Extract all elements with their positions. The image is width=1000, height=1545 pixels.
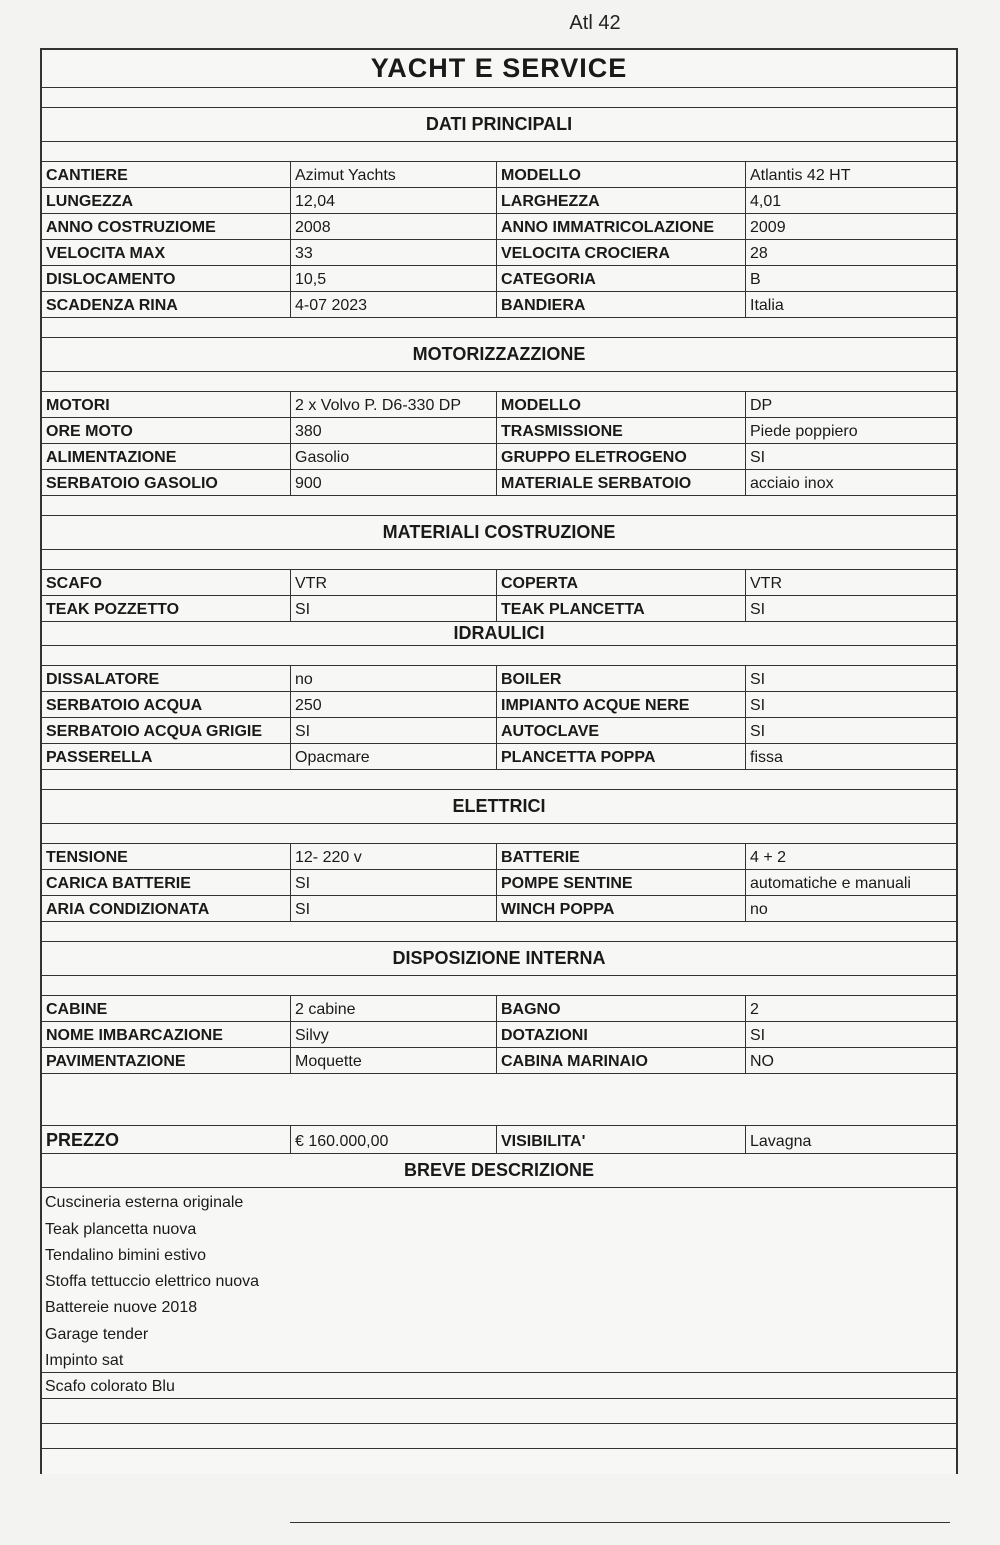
spec-label: SCADENZA RINA xyxy=(42,292,291,317)
spacer-row xyxy=(42,550,956,570)
spec-value: SI xyxy=(291,718,497,743)
spec-label: COPERTA xyxy=(497,570,746,595)
spec-value: 4-07 2023 xyxy=(291,292,497,317)
spec-value: Moquette xyxy=(291,1048,497,1073)
spec-row xyxy=(42,744,956,770)
spec-value: 4,01 xyxy=(750,193,782,210)
spec-value: 12- 220 v xyxy=(291,844,497,869)
spec-label: TENSIONE xyxy=(42,844,291,869)
spec-row xyxy=(42,444,956,470)
rows-elettrici xyxy=(42,844,956,922)
spec-value: 12,04 xyxy=(291,188,497,213)
spec-row xyxy=(42,162,956,188)
spec-value: fissa xyxy=(750,749,783,766)
document-title: YACHT E SERVICE xyxy=(370,53,628,83)
page-code: Atl 42 xyxy=(569,12,621,34)
spec-label: IMPIANTO ACQUE NERE xyxy=(497,692,746,717)
spec-value: SI xyxy=(750,697,766,714)
spec-value: automatiche e manuali xyxy=(750,875,911,892)
spec-label: PLANCETTA POPPA xyxy=(497,744,746,769)
price-label: PREZZO xyxy=(42,1126,291,1153)
spacer-row xyxy=(42,922,956,942)
spec-row xyxy=(42,870,956,896)
spacer-row xyxy=(42,372,956,392)
spec-value: Italia xyxy=(750,297,784,314)
spec-row xyxy=(42,718,956,744)
section-heading-dati-principali xyxy=(42,108,956,142)
spec-label: AUTOCLAVE xyxy=(497,718,746,743)
spec-row xyxy=(42,392,956,418)
spec-label: SERBATOIO GASOLIO xyxy=(42,470,291,495)
spec-label: TEAK POZZETTO xyxy=(42,596,291,621)
spec-value: 380 xyxy=(291,418,497,443)
spec-value: 28 xyxy=(750,245,768,262)
spec-row xyxy=(42,570,956,596)
rows-disposizione xyxy=(42,996,956,1074)
spec-value: Azimut Yachts xyxy=(291,162,497,187)
spec-label: DISSALATORE xyxy=(42,666,291,691)
spec-row xyxy=(42,418,956,444)
spec-label: ORE MOTO xyxy=(42,418,291,443)
signature-line xyxy=(290,1522,950,1523)
spec-label: SCAFO xyxy=(42,570,291,595)
spec-label: MOTORI xyxy=(42,392,291,417)
spec-label: MATERIALE SERBATOIO xyxy=(497,470,746,495)
spacer-row xyxy=(42,770,956,790)
section-heading-disposizione xyxy=(42,942,956,976)
spec-row xyxy=(42,188,956,214)
spacer-row xyxy=(42,88,956,108)
spacer-row xyxy=(42,318,956,338)
spec-row xyxy=(42,666,956,692)
spec-label: CANTIERE xyxy=(42,162,291,187)
spec-value: 4 + 2 xyxy=(750,849,787,866)
blank-line xyxy=(42,1449,956,1474)
spec-label: VELOCITA MAX xyxy=(42,240,291,265)
spec-label: CARICA BATTERIE xyxy=(42,870,291,895)
yacht-spec-sheet xyxy=(40,48,958,1474)
spec-label: PASSERELLA xyxy=(42,744,291,769)
spec-label: TEAK PLANCETTA xyxy=(497,596,746,621)
spec-label: LUNGEZZA xyxy=(42,188,291,213)
description-line: Teak plancetta nuova xyxy=(45,1220,197,1238)
rows-motorizzazione xyxy=(42,392,956,496)
price-row xyxy=(42,1126,956,1154)
section-heading-idraulici xyxy=(42,622,956,646)
spec-value: SI xyxy=(291,870,497,895)
spec-row xyxy=(42,240,956,266)
spec-label: BOILER xyxy=(497,666,746,691)
spec-label: LARGHEZZA xyxy=(497,188,746,213)
spec-value: 2 cabine xyxy=(291,996,497,1021)
description-line: Cuscineria esterna originale xyxy=(45,1194,244,1212)
spec-value: 900 xyxy=(291,470,497,495)
spec-label: POMPE SENTINE xyxy=(497,870,746,895)
spec-value: VTR xyxy=(750,575,782,592)
spec-label: CABINE xyxy=(42,996,291,1021)
rows-dati-principali xyxy=(42,162,956,318)
description-line: Stoffa tettuccio elettrico nuova xyxy=(45,1273,260,1291)
spec-label: ARIA CONDIZIONATA xyxy=(42,896,291,921)
section-heading-descrizione xyxy=(42,1154,956,1188)
section-title: BREVE DESCRIZIONE xyxy=(403,1160,595,1180)
spec-label: GRUPPO ELETROGENO xyxy=(497,444,746,469)
spacer-row xyxy=(42,496,956,516)
rows-idraulici xyxy=(42,666,956,770)
spec-label: ANNO IMMATRICOLAZIONE xyxy=(497,214,746,239)
spec-value: Silvy xyxy=(291,1022,497,1047)
spec-value: 250 xyxy=(291,692,497,717)
spec-value: 2009 xyxy=(750,219,786,236)
spec-label: ANNO COSTRUZIOME xyxy=(42,214,291,239)
spec-row xyxy=(42,596,956,622)
visibility-label: VISIBILITA' xyxy=(497,1126,746,1153)
spec-value: SI xyxy=(750,449,766,466)
spec-label: SERBATOIO ACQUA GRIGIE xyxy=(42,718,291,743)
spacer-row xyxy=(42,646,956,666)
spacer-row xyxy=(42,976,956,996)
spec-value: SI xyxy=(750,671,766,688)
spec-value: NO xyxy=(750,1053,774,1070)
title-row xyxy=(42,50,956,88)
spec-label: WINCH POPPA xyxy=(497,896,746,921)
spec-row xyxy=(42,1022,956,1048)
price-value: € 160.000,00 xyxy=(291,1126,497,1153)
spec-value: SI xyxy=(750,723,766,740)
spec-value: no xyxy=(750,901,768,918)
spacer-row xyxy=(42,1074,956,1126)
spacer-row xyxy=(42,824,956,844)
spec-value: DP xyxy=(750,397,773,414)
spec-label: TRASMISSIONE xyxy=(497,418,746,443)
description-line: Battereie nuove 2018 xyxy=(45,1299,198,1317)
spec-label: MODELLO xyxy=(497,162,746,187)
visibility-value: Lavagna xyxy=(750,1133,812,1150)
spec-label: DISLOCAMENTO xyxy=(42,266,291,291)
spec-row xyxy=(42,266,956,292)
spec-label: BAGNO xyxy=(497,996,746,1021)
spec-label: MODELLO xyxy=(497,392,746,417)
spec-row xyxy=(42,896,956,922)
description-line: Garage tender xyxy=(45,1325,149,1343)
blank-line xyxy=(42,1424,956,1449)
spec-value: Atlantis 42 HT xyxy=(750,167,851,184)
description-line: Scafo colorato Blu xyxy=(42,1373,956,1399)
spec-value: 10,5 xyxy=(291,266,497,291)
spec-label: SERBATOIO ACQUA xyxy=(42,692,291,717)
spec-row xyxy=(42,470,956,496)
spec-label: DOTAZIONI xyxy=(497,1022,746,1047)
section-title: IDRAULICI xyxy=(453,623,545,643)
spec-row xyxy=(42,1048,956,1074)
spec-label: CABINA MARINAIO xyxy=(497,1048,746,1073)
spec-value: 2 xyxy=(750,1001,759,1018)
section-heading-materiali xyxy=(42,516,956,550)
spec-label: PAVIMENTAZIONE xyxy=(42,1048,291,1073)
spec-value: VTR xyxy=(291,570,497,595)
description-line: Impinto sat xyxy=(45,1352,124,1370)
spec-row xyxy=(42,844,956,870)
blank-line xyxy=(42,1399,956,1424)
spec-value: acciaio inox xyxy=(750,475,834,492)
spec-row xyxy=(42,214,956,240)
spacer-row xyxy=(42,142,956,162)
spec-label: BANDIERA xyxy=(497,292,746,317)
spec-value: B xyxy=(750,271,761,288)
spec-label: CATEGORIA xyxy=(497,266,746,291)
spec-value: SI xyxy=(750,601,766,618)
spec-row xyxy=(42,996,956,1022)
spec-value: no xyxy=(291,666,497,691)
spec-value: SI xyxy=(291,596,497,621)
spec-value: SI xyxy=(750,1027,766,1044)
section-title: MATERIALI COSTRUZIONE xyxy=(382,522,616,542)
section-title: DATI PRINCIPALI xyxy=(425,114,573,134)
spec-value: SI xyxy=(291,896,497,921)
spec-row xyxy=(42,292,956,318)
spec-label: ALIMENTAZIONE xyxy=(42,444,291,469)
section-title: MOTORIZZAZZIONE xyxy=(412,344,586,364)
spec-value: 2 x Volvo P. D6-330 DP xyxy=(291,392,497,417)
section-title: ELETTRICI xyxy=(452,796,546,816)
spec-label: VELOCITA CROCIERA xyxy=(497,240,746,265)
spec-value: Piede poppiero xyxy=(750,423,858,440)
rows-materiali xyxy=(42,570,956,622)
section-heading-elettrici xyxy=(42,790,956,824)
spec-value: Opacmare xyxy=(291,744,497,769)
spec-value: Gasolio xyxy=(291,444,497,469)
spec-row xyxy=(42,692,956,718)
spec-label: NOME IMBARCAZIONE xyxy=(42,1022,291,1047)
description-block xyxy=(42,1188,956,1373)
section-title: DISPOSIZIONE INTERNA xyxy=(392,948,606,968)
spec-value: 33 xyxy=(291,240,497,265)
description-line: Tendalino bimini estivo xyxy=(45,1246,206,1264)
spec-value: 2008 xyxy=(291,214,497,239)
spec-label: BATTERIE xyxy=(497,844,746,869)
section-heading-motorizzazione xyxy=(42,338,956,372)
